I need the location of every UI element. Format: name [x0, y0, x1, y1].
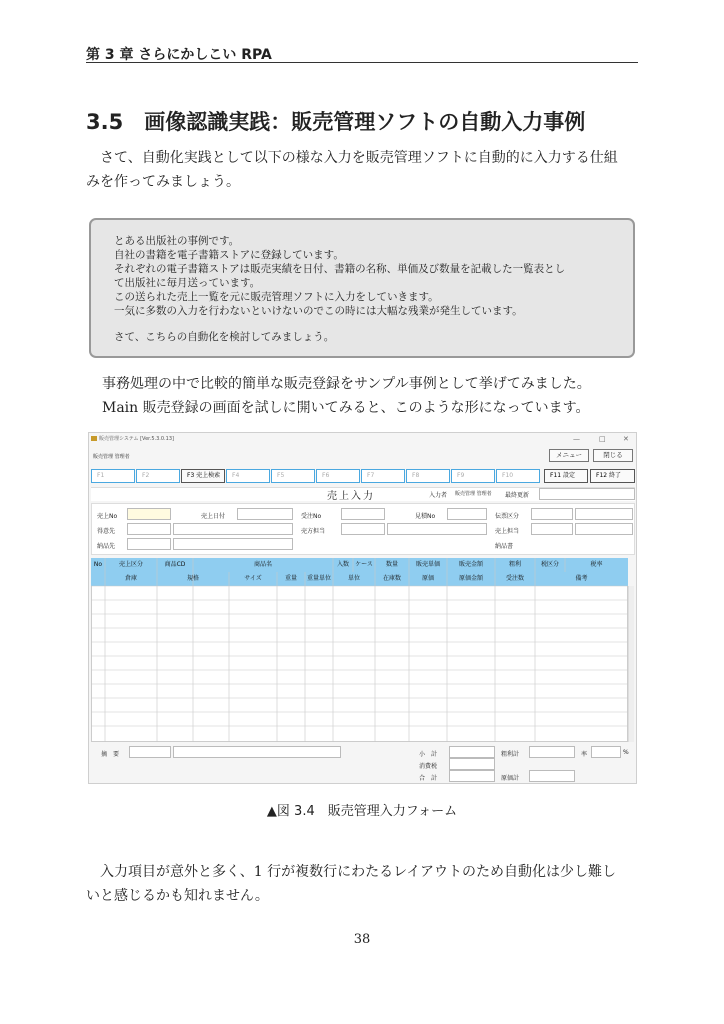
col-sales-amount: 販売金額 [458, 561, 483, 568]
intro-line-1: さて、自動化実践として以下の様な入力を販売管理ソフトに自動的に入力する仕組 [86, 150, 618, 166]
mid-paragraph [102, 372, 658, 420]
col-weight-unit: 重量単位 [306, 575, 331, 582]
entered-by-label: 入力者 [429, 492, 448, 499]
sales-entry-window [88, 432, 637, 784]
fkey-f11-settings[interactable]: F11 設定 [544, 469, 588, 483]
fkey-f1[interactable]: F1 [91, 469, 135, 483]
sales-rep-label: 売上担当 [495, 528, 520, 535]
seller-code-input[interactable] [341, 523, 385, 535]
case-line-5: この送られた売上一覧を元に販売管理ソフトに入力をしていきます。 [114, 291, 439, 303]
seller-label: 売方担当 [301, 528, 326, 535]
intro-line-2: みを作ってみましょう。 [86, 174, 240, 190]
gross-profit-total-label: 粗利計 [501, 751, 520, 758]
figure-caption: ▲図 3.4 販売管理入力フォーム [266, 804, 458, 819]
fkey-f7[interactable]: F7 [361, 469, 405, 483]
delivery-note-label: 納品書 [495, 543, 514, 550]
col-unit: 単位 [347, 575, 360, 582]
table-scrollbar[interactable] [628, 586, 634, 742]
col-remarks: 備考 [575, 575, 588, 582]
col-product-name: 商品名 [253, 561, 272, 568]
subtotal-field [449, 746, 495, 758]
col-unit-price: 販売単価 [415, 561, 440, 568]
close-button[interactable]: 閉じる [593, 449, 633, 462]
subtotal-label: 小 計 [419, 751, 438, 758]
mid-line-2: Main 販売登録の画面を試しに開いてみると、このような形になっています。 [102, 400, 590, 416]
table-grid [91, 558, 628, 742]
gross-profit-total-field [529, 746, 575, 758]
fkey-f6[interactable]: F6 [316, 469, 360, 483]
delivery-to-label: 納品先 [97, 543, 116, 550]
case-line-7: さて、こちらの自動化を検討してみましょう。 [114, 331, 335, 343]
sales-rep-name [575, 523, 633, 535]
app-icon [91, 436, 97, 441]
fkey-f12-exit[interactable]: F12 終了 [590, 469, 635, 483]
fkey-f3-sales-search[interactable]: F3 売上検索 [181, 469, 225, 483]
customer-code-input[interactable] [127, 523, 171, 535]
quote-no-input[interactable] [447, 508, 487, 520]
cost-total-field [529, 770, 575, 782]
col-cost-amount: 原価金額 [458, 575, 483, 582]
sales-date-label: 売上日付 [201, 513, 226, 520]
case-line-2: 自社の書籍を電子書籍ストアに登録しています。 [114, 249, 344, 261]
tax-field [449, 758, 495, 770]
total-field [449, 770, 495, 782]
case-line-1: とある出版社の事例です。 [114, 235, 240, 247]
col-product-cd: 商品CD [164, 561, 186, 568]
maximize-icon[interactable]: □ [599, 435, 606, 443]
summary-text-input[interactable] [173, 746, 341, 758]
quote-no-label: 見積No [415, 513, 436, 520]
rate-label: 率 [581, 751, 588, 758]
fkey-f5[interactable]: F5 [271, 469, 315, 483]
mid-line-1: 事務処理の中で比較的簡単な販売登録をサンプル事例として挙げてみました。 [102, 376, 591, 392]
col-qty-per: 入数 [336, 561, 349, 568]
col-sales-type: 売上区分 [118, 561, 143, 568]
col-case: ケース [355, 561, 373, 568]
minimize-icon[interactable]: — [573, 435, 580, 443]
outro-paragraph [86, 860, 642, 908]
outro-line-1: 入力項目が意外と多く、1 行が複数行にわたるレイアウトのため自動化は少し難し [86, 864, 616, 880]
col-size: サイズ [244, 575, 262, 582]
rate-unit: % [623, 749, 629, 756]
tax-label: 消費税 [419, 763, 438, 770]
slip-type-input[interactable] [531, 508, 573, 520]
chapter-header: 第 3 章 さらにかしこい RPA [86, 47, 272, 63]
col-cost: 原価 [421, 575, 434, 582]
sales-rep-input[interactable] [531, 523, 573, 535]
col-gross-profit: 粗利 [508, 561, 521, 568]
delivery-to-name [173, 538, 293, 550]
last-updated-field[interactable] [539, 488, 635, 500]
last-updated-label: 最終更新 [505, 492, 530, 499]
col-tax-type: 税区分 [540, 561, 559, 568]
window-title-text: 販売管理システム [Ver.5.3.0.13] [99, 436, 174, 442]
sales-date-input[interactable] [237, 508, 293, 520]
outro-line-2: いと感じるかも知れません。 [86, 888, 269, 904]
col-quantity: 数量 [385, 561, 398, 568]
cost-total-label: 原価計 [501, 775, 520, 782]
case-line-4: て出版社に毎月送っています。 [114, 277, 261, 289]
window-close-icon[interactable]: ✕ [623, 435, 629, 443]
page-number: 38 [353, 932, 371, 947]
section-title: 3.5 画像認識実践：販売管理ソフトの自動入力事例 [86, 110, 586, 134]
slip-type-name [575, 508, 633, 520]
intro-paragraph [86, 146, 642, 194]
customer-name-field [173, 523, 293, 535]
fkey-f2[interactable]: F2 [136, 469, 180, 483]
fkey-f4[interactable]: F4 [226, 469, 270, 483]
fkey-f8[interactable]: F8 [406, 469, 450, 483]
header-rule [86, 62, 638, 63]
menu-button[interactable]: メニュー [549, 449, 589, 462]
customer-label: 得意先 [97, 528, 116, 535]
summary-code-input[interactable] [129, 746, 171, 758]
order-no-input[interactable] [341, 508, 385, 520]
slip-type-label: 伝票区分 [495, 513, 520, 520]
col-weight: 重量 [284, 575, 297, 582]
case-line-6: 一気に多数の入力を行わないといけないのでこの時には大幅な残業が発生しています。 [114, 305, 523, 317]
col-stock: 在庫数 [382, 575, 401, 582]
form-title: 売上入力 [327, 491, 375, 502]
delivery-to-input[interactable] [127, 538, 171, 550]
case-line-3: それぞれの電子書籍ストアは販売実績を日付、書籍の名称、単価及び数量を記載した一覧表とし [114, 263, 566, 275]
user-label: 販売管理 管理者 [93, 454, 130, 460]
fkey-f10[interactable]: F10 [496, 469, 540, 483]
col-order-qty: 受注数 [505, 575, 524, 582]
sales-no-label: 売上No [97, 513, 118, 520]
fkey-f9[interactable]: F9 [451, 469, 495, 483]
order-no-label: 受注No [301, 513, 322, 520]
col-tax-rate: 税率 [590, 561, 603, 568]
sales-no-input[interactable] [127, 508, 171, 520]
rate-field [591, 746, 621, 758]
col-no: No [93, 561, 103, 568]
col-warehouse: 倉庫 [124, 575, 137, 582]
entered-by-value: 販売管理 管理者 [455, 491, 492, 497]
seller-name-field [387, 523, 487, 535]
total-label: 合 計 [419, 775, 438, 782]
col-spec: 規格 [186, 575, 199, 582]
summary-label: 摘 要 [101, 751, 120, 758]
window-title [91, 435, 174, 442]
